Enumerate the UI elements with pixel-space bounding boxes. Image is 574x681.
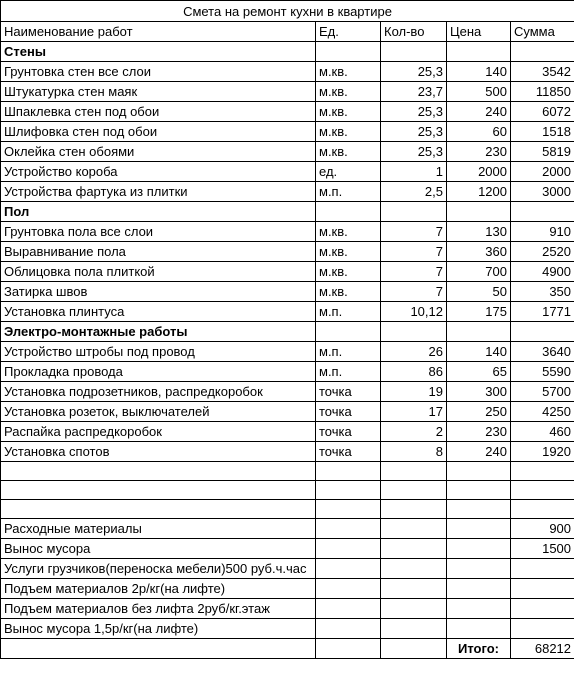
price: 130 — [447, 222, 511, 242]
extra-label: Вынос мусора 1,5р/кг(на лифте) — [1, 619, 316, 639]
table-row — [1, 62, 574, 82]
table-row — [1, 242, 574, 262]
empty-cell — [1, 462, 316, 481]
table-row — [1, 282, 574, 302]
work-name: Установка розеток, выключателей — [1, 402, 316, 422]
extra-row — [1, 619, 574, 639]
unit: м.кв. — [316, 222, 381, 242]
empty-cell — [447, 42, 511, 62]
title-row — [1, 1, 574, 22]
empty-cell — [316, 500, 381, 519]
unit: м.п. — [316, 302, 381, 322]
unit: м.кв. — [316, 62, 381, 82]
quantity: 25,3 — [381, 122, 447, 142]
quantity: 7 — [381, 282, 447, 302]
table-row — [1, 182, 574, 202]
work-name: Облицовка пола плиткой — [1, 262, 316, 282]
unit: точка — [316, 402, 381, 422]
price: 2000 — [447, 162, 511, 182]
price: 140 — [447, 342, 511, 362]
empty-cell — [511, 462, 574, 481]
empty-cell — [316, 639, 381, 659]
extra-value: 1500 — [511, 539, 574, 559]
price: 65 — [447, 362, 511, 382]
extra-row — [1, 559, 574, 579]
unit: м.кв. — [316, 282, 381, 302]
quantity: 19 — [381, 382, 447, 402]
price: 230 — [447, 422, 511, 442]
empty-cell — [381, 539, 447, 559]
extra-value — [511, 559, 574, 579]
empty-cell — [447, 579, 511, 599]
sum: 5590 — [511, 362, 574, 382]
price: 140 — [447, 62, 511, 82]
unit: точка — [316, 442, 381, 462]
quantity: 1 — [381, 162, 447, 182]
extra-label: Вынос мусора — [1, 539, 316, 559]
extra-row — [1, 539, 574, 559]
price: 175 — [447, 302, 511, 322]
empty-cell — [381, 500, 447, 519]
unit: м.п. — [316, 182, 381, 202]
empty-cell — [316, 519, 381, 539]
empty-cell — [1, 481, 316, 500]
price: 50 — [447, 282, 511, 302]
column-header: Цена — [447, 22, 511, 42]
quantity: 26 — [381, 342, 447, 362]
quantity: 10,12 — [381, 302, 447, 322]
extra-label: Услуги грузчиков(переноска мебели)500 руб.ч.час — [1, 559, 316, 579]
price: 230 — [447, 142, 511, 162]
empty-cell — [316, 462, 381, 481]
extra-label: Расходные материалы — [1, 519, 316, 539]
work-name: Устройство короба — [1, 162, 316, 182]
sum: 350 — [511, 282, 574, 302]
extra-label: Подъем материалов 2р/кг(на лифте) — [1, 579, 316, 599]
sum: 1920 — [511, 442, 574, 462]
empty-cell — [447, 599, 511, 619]
empty-cell — [447, 322, 511, 342]
price: 240 — [447, 102, 511, 122]
extra-value — [511, 619, 574, 639]
work-name: Шлифовка стен под обои — [1, 122, 316, 142]
empty-row — [1, 500, 574, 519]
empty-cell — [447, 462, 511, 481]
sum: 1771 — [511, 302, 574, 322]
unit: м.п. — [316, 362, 381, 382]
work-name: Установка подрозетников, распредкоробок — [1, 382, 316, 402]
empty-cell — [511, 202, 574, 222]
sum: 910 — [511, 222, 574, 242]
column-header: Ед. — [316, 22, 381, 42]
table-row — [1, 422, 574, 442]
work-name: Распайка распредкоробок — [1, 422, 316, 442]
empty-cell — [447, 500, 511, 519]
unit: точка — [316, 382, 381, 402]
unit: ед. — [316, 162, 381, 182]
price: 60 — [447, 122, 511, 142]
work-name: Устройство штробы под провод — [1, 342, 316, 362]
extra-value — [511, 599, 574, 619]
quantity: 86 — [381, 362, 447, 382]
table-row — [1, 362, 574, 382]
empty-cell — [316, 559, 381, 579]
quantity: 25,3 — [381, 62, 447, 82]
empty-cell — [447, 619, 511, 639]
extra-row — [1, 599, 574, 619]
price: 240 — [447, 442, 511, 462]
table-row — [1, 162, 574, 182]
quantity: 2,5 — [381, 182, 447, 202]
quantity: 7 — [381, 262, 447, 282]
section-row — [1, 322, 574, 342]
work-name: Устройства фартука из плитки — [1, 182, 316, 202]
sum: 1518 — [511, 122, 574, 142]
empty-cell — [381, 619, 447, 639]
work-name: Грунтовка стен все слои — [1, 62, 316, 82]
work-name: Выравнивание пола — [1, 242, 316, 262]
table-row — [1, 302, 574, 322]
empty-cell — [316, 539, 381, 559]
table-row — [1, 402, 574, 422]
empty-cell — [316, 202, 381, 222]
sum: 460 — [511, 422, 574, 442]
empty-row — [1, 462, 574, 481]
sum: 3640 — [511, 342, 574, 362]
table-row — [1, 102, 574, 122]
unit: м.кв. — [316, 262, 381, 282]
work-name: Установка плинтуса — [1, 302, 316, 322]
empty-cell — [381, 519, 447, 539]
empty-cell — [381, 579, 447, 599]
empty-cell — [316, 619, 381, 639]
total-label: Итого: — [447, 639, 511, 659]
table-row — [1, 382, 574, 402]
sum: 4250 — [511, 402, 574, 422]
quantity: 23,7 — [381, 82, 447, 102]
empty-cell — [447, 519, 511, 539]
empty-cell — [447, 202, 511, 222]
unit: м.кв. — [316, 242, 381, 262]
empty-cell — [1, 639, 316, 659]
table-row — [1, 442, 574, 462]
extra-value: 900 — [511, 519, 574, 539]
total-value: 68212 — [511, 639, 574, 659]
price: 360 — [447, 242, 511, 262]
empty-cell — [316, 42, 381, 62]
sum: 2520 — [511, 242, 574, 262]
work-name: Прокладка провода — [1, 362, 316, 382]
empty-cell — [447, 481, 511, 500]
empty-row — [1, 481, 574, 500]
price: 700 — [447, 262, 511, 282]
empty-cell — [381, 202, 447, 222]
extra-label: Подъем материалов без лифта 2руб/кг.этаж — [1, 599, 316, 619]
sum: 4900 — [511, 262, 574, 282]
quantity: 2 — [381, 422, 447, 442]
column-header: Сумма — [511, 22, 574, 42]
header-row — [1, 22, 574, 42]
quantity: 25,3 — [381, 142, 447, 162]
empty-cell — [381, 42, 447, 62]
unit: м.п. — [316, 342, 381, 362]
empty-cell — [511, 322, 574, 342]
unit: м.кв. — [316, 142, 381, 162]
unit: м.кв. — [316, 102, 381, 122]
quantity: 7 — [381, 242, 447, 262]
sum: 2000 — [511, 162, 574, 182]
price: 250 — [447, 402, 511, 422]
column-header: Кол-во — [381, 22, 447, 42]
unit: м.кв. — [316, 82, 381, 102]
empty-cell — [316, 599, 381, 619]
empty-cell — [447, 559, 511, 579]
sum: 3542 — [511, 62, 574, 82]
column-header: Наименование работ — [1, 22, 316, 42]
empty-cell — [511, 500, 574, 519]
quantity: 7 — [381, 222, 447, 242]
quantity: 17 — [381, 402, 447, 422]
table-row — [1, 82, 574, 102]
empty-cell — [381, 481, 447, 500]
quantity: 8 — [381, 442, 447, 462]
unit: точка — [316, 422, 381, 442]
work-name: Установка спотов — [1, 442, 316, 462]
unit: м.кв. — [316, 122, 381, 142]
price: 500 — [447, 82, 511, 102]
sum: 3000 — [511, 182, 574, 202]
sum: 6072 — [511, 102, 574, 122]
empty-cell — [316, 322, 381, 342]
sum: 5700 — [511, 382, 574, 402]
work-name: Затирка швов — [1, 282, 316, 302]
price: 1200 — [447, 182, 511, 202]
empty-cell — [316, 579, 381, 599]
empty-cell — [447, 539, 511, 559]
empty-cell — [381, 639, 447, 659]
table-row — [1, 262, 574, 282]
section-title: Электро-монтажные работы — [1, 322, 316, 342]
work-name: Оклейка стен обоями — [1, 142, 316, 162]
sum: 11850 — [511, 82, 574, 102]
empty-cell — [381, 322, 447, 342]
table-row — [1, 142, 574, 162]
extra-row — [1, 519, 574, 539]
section-title: Пол — [1, 202, 316, 222]
empty-cell — [1, 500, 316, 519]
table-row — [1, 122, 574, 142]
empty-cell — [511, 42, 574, 62]
work-name: Грунтовка пола все слои — [1, 222, 316, 242]
sum: 5819 — [511, 142, 574, 162]
section-title: Стены — [1, 42, 316, 62]
table-row — [1, 222, 574, 242]
table-row — [1, 342, 574, 362]
extra-row — [1, 579, 574, 599]
empty-cell — [511, 481, 574, 500]
sheet-title: Смета на ремонт кухни в квартире — [1, 1, 574, 22]
quantity: 25,3 — [381, 102, 447, 122]
empty-cell — [381, 599, 447, 619]
empty-cell — [316, 481, 381, 500]
work-name: Шпаклевка стен под обои — [1, 102, 316, 122]
section-row — [1, 202, 574, 222]
price: 300 — [447, 382, 511, 402]
work-name: Штукатурка стен маяк — [1, 82, 316, 102]
section-row — [1, 42, 574, 62]
empty-cell — [381, 559, 447, 579]
total-row — [1, 639, 574, 659]
empty-cell — [381, 462, 447, 481]
extra-value — [511, 579, 574, 599]
